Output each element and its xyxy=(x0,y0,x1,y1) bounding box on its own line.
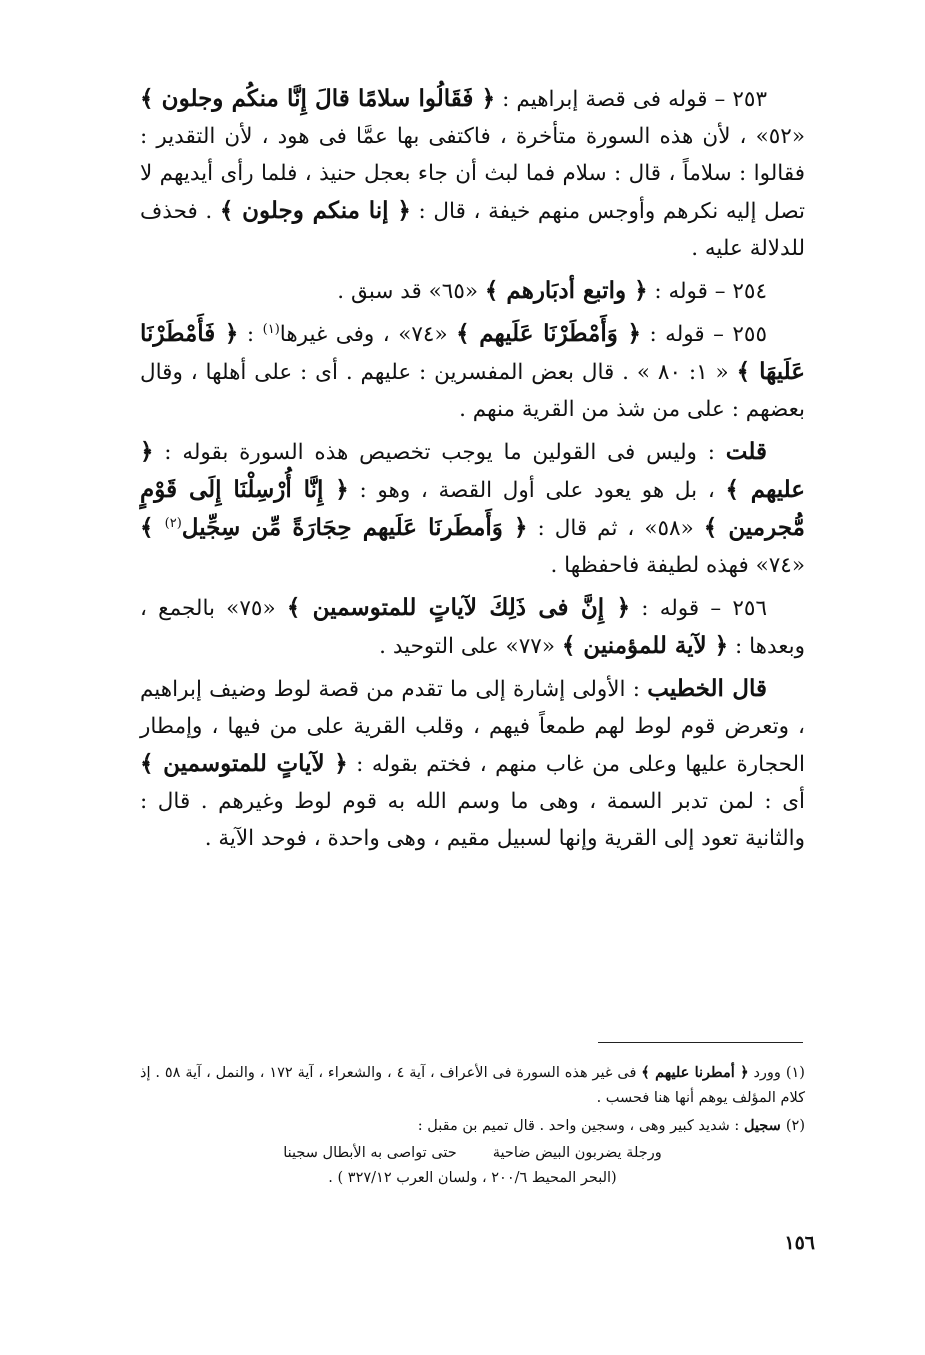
p254-quote: ﴿ واتبع أدبَارهم ﴾ xyxy=(484,277,648,304)
p254-end: «٦٥» قد سبق . xyxy=(337,279,485,304)
paragraph-qult xyxy=(140,433,805,584)
footnote-2-text: : شديد كبير وهى ، وسجين واحد . قال تميم بن مقبل : xyxy=(417,1118,744,1134)
khatib-quote: ﴿ لآياتٍ للمتوسمين ﴾ xyxy=(140,750,348,777)
footnote-divider xyxy=(598,1042,803,1043)
p256-quote-1: ﴿ إِنَّ فى ذَلِكَ لآياتٍ للمتوسمين ﴾ xyxy=(286,594,631,621)
khatib-label: قال الخطيب xyxy=(647,675,767,702)
p253-end: . فحذف للدلالة عليه . xyxy=(140,199,805,261)
qult-text-4: «٧٤» فهذه لطيفة فاحفظها . xyxy=(550,553,805,578)
main-text xyxy=(140,80,805,862)
footnote-2 xyxy=(140,1113,805,1139)
paragraph-khatib xyxy=(140,670,805,857)
p255-end: « ١: ٨٠ » . قال بعض المفسرين : عليهم . أى : على أهلها ، وقال بعضهم : على من شذ من القرية منهم . xyxy=(140,360,805,422)
p255-intro: ٢٥٥ – قوله : xyxy=(640,322,767,347)
p253-text: «٥٢» ، لأن هذه السورة متأخرة ، فاكتفى بها عمَّا فى هود ، لأن التقدير : فقالوا : سلاماً ، قال : سلام فما لبث أن جاء بعجل حنيذ ، فلما رأى أيديهم لا تصل إليه نكرهم وأوجس منهم خيفة ، قال : xyxy=(140,124,805,224)
footnote-1 xyxy=(140,1060,805,1111)
qult-quote-1: ﴿ عليهم ﴾ xyxy=(140,438,805,503)
p255-quote-2: ﴿ فَأَمْطَرْنَا عَلَيهَا ﴾ xyxy=(140,320,806,385)
footnote-1-text-a: وورد xyxy=(748,1065,786,1081)
qult-text-2: ، بل هو يعود على أول القصة ، وهو : xyxy=(348,478,726,503)
page-number: ١٥٦ xyxy=(784,1232,815,1254)
p255-quote-1: ﴿ وَأَمْطَرْنَا عَلَيهم ﴾ xyxy=(456,320,641,347)
footnote-1-text-b: فى غير هذه السورة فى الأعراف ، آية ٤ ، والشعراء ، آية ١٧٢ ، والنمل ، آية ٥٨ . إذ كلام المؤلف يوهم أنها هنا فحسب . xyxy=(140,1065,805,1106)
footnote-2-number: (٢) xyxy=(785,1118,805,1134)
p256-mid: «٧٥» بالجمع ، وبعدها : xyxy=(140,596,805,659)
p254-intro: ٢٥٤ – قوله : xyxy=(647,279,767,304)
footnote-ref-1: (١) xyxy=(262,321,280,337)
footnote-2-word: سجيل xyxy=(743,1117,786,1134)
p253-quote-1: ﴿ فَقَالُوا سلامًا قالَ إِنَّا منكُم وجلون ﴾ xyxy=(140,85,496,112)
verse-first-hemistich: ورجلة يضربون البيض ضاحية xyxy=(492,1145,662,1161)
p255-mid-1: «٧٤» ، وفى غيرها xyxy=(279,322,457,347)
qult-quote-2: ﴿ إِنَّا أُرْسِلْنَا إِلَى قَوْمٍ مُّجرمين ﴾ xyxy=(140,476,805,541)
khatib-text-2: أى : لمن تدبر السمة ، وهى ما وسم الله به قوم لوط وغيرهم . قال : والثانية تعود إلى القرية وإنها لسبيل مقيم ، وهى واحدة ، فوحد الآية . xyxy=(140,789,805,851)
paragraph-255 xyxy=(140,315,805,428)
source-citation: (البحر المحيط ٢٠٠/٦ ، ولسان العرب ٣٢٧/١٢ ) . xyxy=(328,1170,617,1186)
qult-text-1: : وليس فى القولين ما يوجب تخصيص هذه السورة بقوله : xyxy=(153,440,726,465)
p255-mid-2: : xyxy=(238,322,263,347)
footnote-1-quote: ﴿ أمطرنا عليهم ﴾ xyxy=(641,1064,749,1081)
qult-label: قلت xyxy=(725,438,767,465)
p256-intro: ٢٥٦ – قوله : xyxy=(630,596,767,621)
verse-second-hemistich: حتى تواصى به الأبطال سجينا xyxy=(283,1145,457,1161)
paragraph-254 xyxy=(140,272,805,310)
qult-quote-3: ﴿ وَأَمطَرنَا عَلَيهم حِجَارَةً مِّن سِجِّيل xyxy=(181,514,528,541)
footnotes xyxy=(140,1060,805,1191)
p253-intro: ٢٥٣ – قوله فى قصة إبراهيم : xyxy=(495,87,767,112)
qult-text-3: «٥٨» ، ثم قال : xyxy=(527,516,704,541)
p253-quote-2: ﴿ إنا منكم وجلون ﴾ xyxy=(219,197,411,224)
p256-quote-2: ﴿ لآية للمؤمنين ﴾ xyxy=(561,632,729,659)
paragraph-253 xyxy=(140,80,805,267)
khatib-text-1: : الأولى إشارة إلى ما تقدم من قصة لوط وضيف إبراهيم ، وتعرض قوم لوط لهم طمعاً فيهم ، وقلب القرية على من فيها ، وإمطار الحجارة عليها وعلى من غاب منهم ، فختم بقوله : xyxy=(140,677,805,777)
qult-quote-3-close: ﴾ xyxy=(140,514,165,541)
paragraph-256 xyxy=(140,589,805,665)
footnote-ref-2: (٢) xyxy=(164,515,182,531)
p256-end: «٧٧» على التوحيد . xyxy=(379,634,562,659)
footnote-1-number: (١) xyxy=(785,1065,805,1081)
poetry-verse xyxy=(140,1141,805,1166)
footnote-source xyxy=(140,1166,805,1191)
